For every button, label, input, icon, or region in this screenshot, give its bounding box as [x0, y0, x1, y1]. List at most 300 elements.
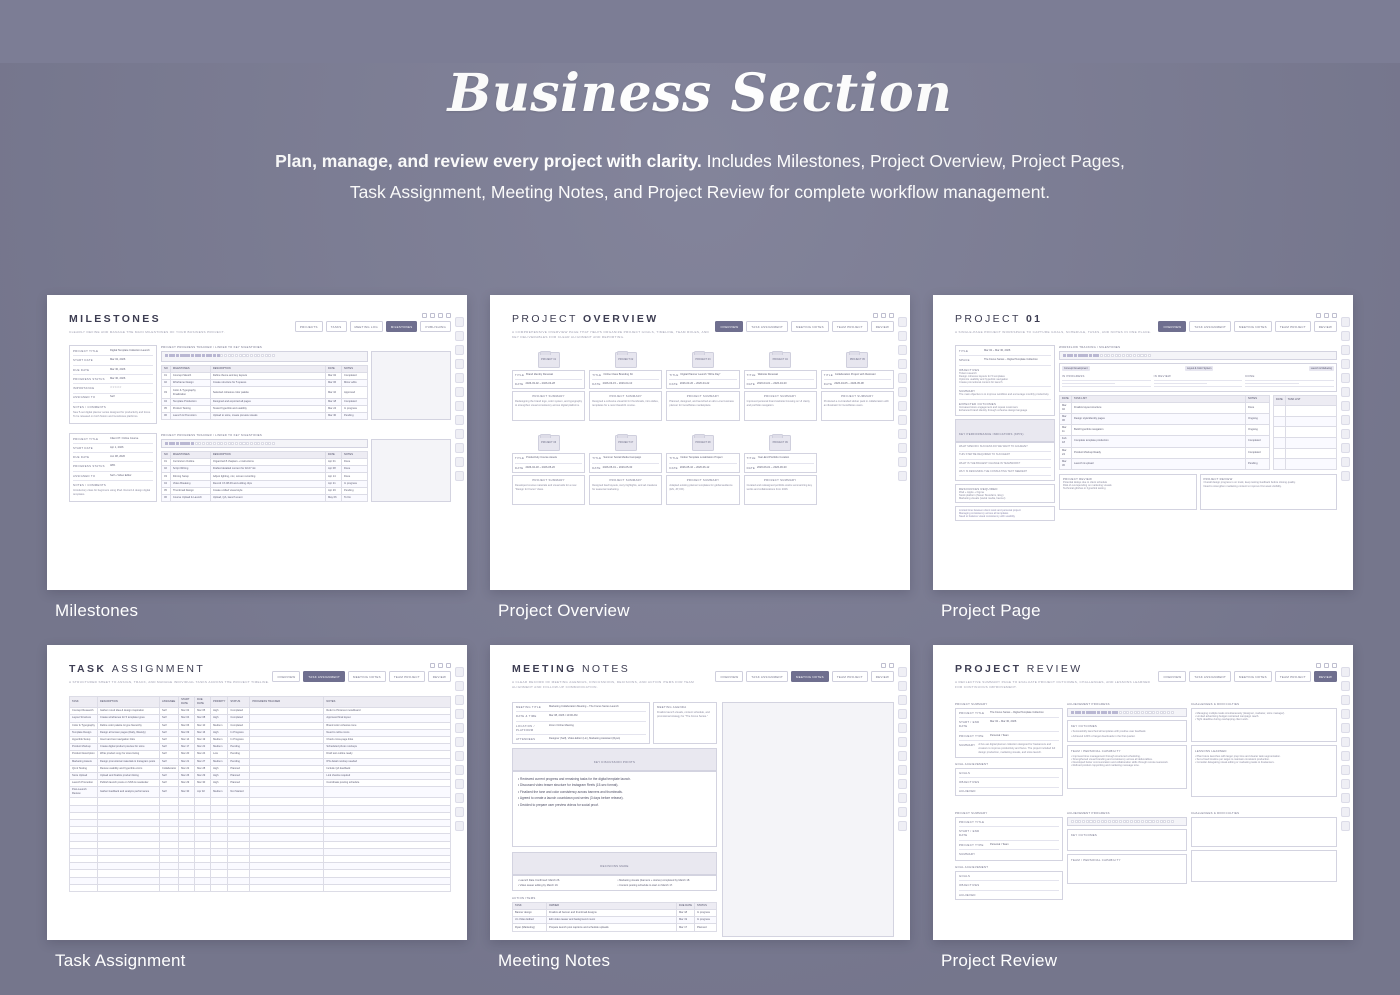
th-due-date: DUE DATE — [195, 697, 211, 708]
label-challenges-2: CHALLENGES & DIFFICULTIES — [1191, 811, 1240, 815]
caption-meeting-notes: Meeting Notes — [498, 951, 611, 970]
milestones-tabs — [295, 321, 451, 332]
task-subtitle: A STRUCTURED SHEET TO ASSIGN, TRACK, AND MANAGE INDIVIDUAL TASKS ACROSS THE PROJECT TIMELINE. — [69, 680, 270, 684]
overview-title — [512, 313, 715, 325]
th-date: DATE — [326, 365, 342, 372]
th-task: TASK LIST — [1072, 395, 1246, 402]
subtitle-bold: Plan, manage, and review every project with clarity. — [275, 151, 702, 171]
review-item: Need to strengthen marketing content to improve first week visibility. — [1203, 484, 1282, 488]
folder-icon — [769, 435, 791, 451]
label-project-summary: PROJECT SUMMARY — [955, 702, 988, 706]
tab-task-assignment[interactable]: TASK ASSIGNMENT — [1189, 671, 1231, 682]
label-summary: PROJECT SUMMARY — [686, 477, 720, 482]
calendar-icon[interactable] — [438, 663, 443, 668]
tab-overview[interactable]: OVERVIEW — [1158, 321, 1186, 332]
meeting-title-bold: MEETING — [512, 663, 582, 675]
table-row: Post-Launch Review Gather feedback and analyze performance Self Mar 30 Apr 02 Medium Not Started — [70, 787, 451, 798]
overview-preview[interactable] — [490, 295, 910, 590]
discussion-item: • Agreed to create a launch countdown post series (3 days before release). — [518, 796, 624, 801]
table-row: Concept Research Gather mood idea & design inspiration Self Mar 02 Mar 05 High Completed Refer to Pinterest moodboard — [70, 708, 451, 715]
tab-task-assignment[interactable]: TASK ASSIGNMENT — [303, 671, 345, 682]
th-notes-b: NOTES — [342, 451, 368, 458]
label-title: TITLE — [515, 456, 525, 461]
table-row: Marketing Assets Design promotional materials & Instagram posts Self Mar 21 Mar 27 Medium Pending IPG detail mockup needed — [70, 758, 451, 765]
value-start-date-b: Apr 1, 2026 — [110, 445, 124, 449]
tab-overview[interactable]: OVERVIEW — [272, 671, 300, 682]
th-date: DATE — [1060, 395, 1072, 402]
challenge-item: • Tight deadline during overlapping client work. — [1195, 718, 1249, 721]
project-number: PROJECT 04 — [772, 358, 788, 361]
label-goal-achievement-2: GOAL ACHIEVEMENT — [955, 865, 989, 869]
discussion-item: • Finalized the tone and color consistency across banners and thumbnails. — [518, 789, 623, 794]
table-header-row — [70, 697, 451, 708]
table-row-empty — [70, 863, 451, 870]
projectpage-title-light: PROJECT — [955, 313, 1026, 325]
value-meeting-title[interactable]: Marketing Collaboration Meeting – The Focus Series Launch — [549, 705, 619, 708]
table-row-empty — [70, 827, 451, 834]
home-icon[interactable] — [430, 663, 435, 668]
label-goals-2[interactable]: GOALS — [959, 874, 971, 878]
tab-review[interactable]: REVIEW — [1314, 321, 1337, 332]
label-summary: PROJECT SUMMARY — [763, 394, 797, 399]
table-row — [1274, 406, 1337, 417]
decisions-list[interactable] — [512, 875, 717, 891]
table-row-empty — [70, 841, 451, 848]
table-row: 04 Video Breaking Record Ch 08-09 and editing clips Apr 21 In progress — [162, 480, 368, 487]
task-preview[interactable] — [47, 645, 467, 940]
th-task: TASK — [513, 902, 547, 909]
tab-review[interactable]: REVIEW — [428, 671, 451, 682]
label-date: DATE — [515, 382, 524, 387]
projectpage-tabs — [1158, 321, 1337, 332]
timeline-title: WORKFLOW TRACKING / MILESTONES — [1059, 345, 1121, 349]
meeting-title — [512, 663, 715, 675]
value-project-type[interactable]: Personal / Team — [990, 733, 1009, 737]
table-row — [1274, 427, 1337, 438]
project-summary[interactable]: Designed feed layouts, story highlights, and ad creatives for seasonal marketing. — [592, 483, 658, 491]
label-achievement-progress-2: ACHIEVEMENT PROGRESS — [1067, 811, 1110, 815]
label-date: DATE — [746, 382, 756, 387]
check-item[interactable]: Limited time between client work and personal project — [959, 509, 1021, 513]
discussion-list[interactable] — [512, 771, 717, 847]
tab-meeting-notes[interactable]: MEETING NOTES — [1234, 321, 1272, 332]
prompt-item[interactable]: WHAT SPECIFIC SUCCESS DO WE WANT TO ACHIEVE? — [959, 445, 1028, 449]
tab-task-assignment[interactable]: TASK ASSIGNMENT — [1189, 321, 1231, 332]
project-card[interactable] — [512, 435, 585, 504]
gear-icon[interactable] — [889, 663, 894, 668]
lesson-item: • Set a fixed timeline per target to maintain consistent production. — [1195, 758, 1270, 761]
milestone-info-panel-b — [69, 433, 157, 503]
col-in-review: IN REVIEW — [1153, 373, 1171, 378]
outcome-item: • Successfully launched all templates with positive user feedback. — [1071, 730, 1147, 734]
capability-item: • Strengthened visual branding and consistency across all deliverables. — [1071, 758, 1153, 762]
label-project-type-2[interactable]: PROJECT TYPE — [959, 842, 984, 847]
folder-icon — [615, 435, 637, 451]
stage-chip[interactable]: Launch & Marketing — [1310, 366, 1332, 370]
calendar-icon[interactable] — [881, 313, 886, 318]
overview-title-light: PROJECT — [512, 313, 583, 325]
project-number: PROJECT 01 — [541, 358, 557, 361]
value-notes[interactable]: New 5-set digital planner series designed for productivity and focus. To be released on both Notion and Goodnotes platforms. — [73, 410, 151, 419]
card-project-page — [933, 295, 1353, 639]
task-title-light: ASSIGNMENT — [111, 663, 206, 675]
card-meeting-notes — [490, 645, 910, 989]
lessons-input-2[interactable] — [1191, 850, 1337, 882]
label-title: TITLE — [746, 373, 756, 377]
label-summary: PROJECT SUMMARY — [763, 477, 797, 482]
tab-projects[interactable]: PROJECTS — [295, 321, 323, 332]
discussion-item: • Reviewed current progress and remaining tasks for the digital template launch. — [518, 776, 631, 781]
folder-icon — [692, 352, 714, 368]
gear-icon[interactable] — [1332, 663, 1337, 668]
table-row: Template Design Design all screen pages (Daily, Weekly) Self Mar 09 Mar 16 High In Progress Need to refine icons — [70, 729, 451, 736]
tab-team-project[interactable]: TEAM PROJECT — [389, 671, 425, 682]
home-icon[interactable] — [881, 663, 886, 668]
label-assigned-b: ASSIGNED TO — [73, 473, 96, 478]
folder-icon — [538, 435, 560, 451]
project-title: Brand Identity Renewal — [526, 373, 553, 376]
project-summary[interactable]: Designed a cohesive visual kit for thumbnails, intro slides, templates for a new Class101 course. — [592, 400, 659, 408]
table-row: 04 Template Production Designed and exported all pages Mar 18 Completed — [162, 398, 368, 405]
value-summary[interactable]: A five-set digital planner collection designed for freelancers and creators to improve productivity and focus. The project included full design production, marketing visuals, and store launch. — [978, 742, 1056, 754]
project-card[interactable] — [744, 352, 817, 421]
tab-meeting-notes[interactable]: MEETING NOTES — [791, 671, 829, 682]
binder-tabs[interactable] — [898, 667, 907, 926]
label-action-items: ACTION ITEMS — [512, 895, 536, 900]
folder-icon — [846, 352, 868, 368]
project-summary[interactable]: Adapted existing planner templates for global audience (EN, JP, KR). — [669, 483, 733, 491]
th-status: STATUS — [228, 697, 250, 708]
grid-icon[interactable] — [438, 313, 443, 318]
calendar-icon[interactable] — [430, 313, 435, 318]
project-summary[interactable]: Developed course materials and visual aids for a new "Design for Focus" class. — [515, 483, 577, 491]
project-date: 2026-03-20 ~ 2026-04-22 — [679, 382, 710, 386]
tab-review[interactable]: REVIEW — [871, 321, 894, 332]
table-row-empty — [70, 798, 451, 805]
label-title: TITLE — [746, 456, 756, 461]
overview-subtitle: A COMPREHENSIVE OVERVIEW PAGE THAT HELPS ORGANIZE PROJECT GOALS, TIMELINE, TEAM ROLES, AND KEY DELIVERABLES FOR CLEAR ALIGNMENT AND REPORTING. — [512, 330, 710, 339]
risk-item: Technical glitches in hyperlink testing — [1063, 486, 1106, 490]
tab-meeting-notes[interactable]: MEETING NOTES — [1234, 671, 1272, 682]
col-done: DONE — [1245, 373, 1255, 378]
project-number: PROJECT 02 — [618, 358, 634, 361]
review-preview[interactable] — [933, 645, 1353, 940]
value-notes-b[interactable]: Introductory class for beginners using iPad. Record & design digital templates. — [73, 488, 151, 497]
home-icon[interactable] — [1316, 313, 1321, 318]
label-objectives-2[interactable]: OBJECTIVES — [959, 883, 980, 888]
meeting-tabs — [715, 671, 894, 682]
value-dates: Mar 02 ~ Mar 30, 2026 — [984, 349, 1011, 352]
table-row: 06 Launch & Promotion Upload to store, create preview visuals Mar 30 Pending — [162, 413, 368, 420]
tab-meeting-log[interactable]: MEETING LOG — [350, 321, 383, 332]
prompt-item[interactable]: WHAT IS THE BIGGEST CHANGE IN TEAMWORK? — [959, 461, 1021, 465]
value-agenda[interactable]: Finalize launch visuals, content schedule, and promotional strategy for "The Focus Series." — [657, 711, 710, 718]
label-due-date-b: DUE DATE — [73, 455, 90, 460]
table-row: Mar 30 Launch & upload Pending — [1060, 458, 1270, 469]
tab-tasks[interactable]: TASKS — [326, 321, 347, 332]
folder-icon — [538, 352, 560, 368]
project-card-empty[interactable] — [821, 435, 894, 504]
project-number: PROJECT 07 — [618, 441, 634, 445]
tab-team-project[interactable]: TEAM PROJECT — [1275, 671, 1311, 682]
binder-tabs[interactable] — [898, 317, 907, 576]
review-item: Overall design progress is on track, keep testing feedback before closing quality. — [1203, 480, 1296, 484]
project-title: Digital Planner Launch "Write Day" — [680, 373, 721, 376]
project-summary[interactable]: Produced a co-branded sticker pack in collaboration with an illustrator for GoodNotes users. — [823, 400, 889, 408]
label-project-title-2[interactable]: PROJECT TITLE — [959, 820, 985, 824]
home-icon[interactable] — [422, 313, 427, 318]
calendar-icon[interactable] — [1324, 663, 1329, 668]
project-card[interactable] — [821, 352, 894, 421]
label-outcomes: EXPECTED OUTCOMES — [959, 402, 997, 407]
label-title: TITLE — [669, 373, 679, 377]
th-description: DESCRIPTION — [210, 365, 325, 372]
binder-tabs[interactable] — [1341, 667, 1350, 926]
table-row-empty — [70, 820, 451, 827]
table-row — [1274, 416, 1337, 427]
label-dates-2[interactable]: START / END DATE — [959, 829, 980, 838]
table-row: Mar 24 Product Mockup Ready Completed — [1060, 447, 1270, 458]
table-row: Store Upload Upload and finalize product listing Self Mar 26 Mar 29 High Planned Link checks required — [70, 772, 451, 779]
caption-project-review: Project Review — [941, 951, 1058, 970]
label-title: TITLE — [515, 373, 525, 377]
gear-icon[interactable] — [1332, 313, 1337, 318]
project-date: 2026-06-01 ~ 2026-06-30 — [757, 465, 787, 469]
challenge-item: • Limited advertising budget restrained campaign reach. — [1195, 715, 1260, 718]
tab-publishing[interactable]: PUBLISHING — [420, 321, 451, 332]
label-date-time: DATE & TIME — [516, 714, 537, 719]
th-milestones: MILESTONES — [170, 365, 210, 372]
th-task-2: TASK LIST — [1285, 395, 1336, 406]
label-key-outcomes-2: KEY OUTCOMES — [1071, 833, 1098, 838]
value-attendees[interactable]: Designer (Self), Video Editor (Lin), Marketing Assistant (Ryan) — [549, 736, 621, 740]
th-date-2: DATE — [1274, 395, 1286, 406]
projectpage-subtitle: A SINGLE-PAGE PROJECT WORKSPACE TO CAPTURE GOALS, SCHEDULE, TASKS, AND NOTES IN ONE PLACE. — [955, 330, 1152, 334]
label-title: TITLE — [823, 373, 833, 377]
tab-task-assignment[interactable]: TASK ASSIGNMENT — [746, 321, 788, 332]
project-card[interactable] — [666, 352, 739, 421]
check-item[interactable]: Managing consistency across all templates — [959, 512, 1009, 516]
table-row: QA & Testing Review usability and hyperlink errors Collaborator Mar 22 Mar 28 High Planned Include QA feedback — [70, 765, 451, 772]
card-grid — [47, 295, 1353, 989]
label-date: DATE — [669, 382, 678, 387]
th-due: DUE DATE — [677, 902, 695, 909]
table-row: Hyperlink Setup Insert and test navigation links Self Mar 14 Mar 19 Medium In Progress Check cross-page links — [70, 736, 451, 743]
prompt-item[interactable]: WHY IS DESIGNING THE CONSULTING TEXT NEEDED? — [959, 469, 1028, 473]
resource-item: iPad + Apple + Figma — [959, 491, 984, 495]
caption-project-page: Project Page — [941, 601, 1041, 620]
card-project-review — [933, 645, 1353, 989]
label-title: TITLE — [592, 456, 602, 461]
value-due-date-b: Jun 08, 2026 — [110, 455, 125, 459]
risk-item: Risk of overspending on marketing visuals — [1063, 483, 1112, 487]
table-row: Ryan (Marketing) Prepare launch post captions and schedule uploads Mar 17 Planned — [513, 924, 717, 931]
label-project-type: PROJECT TYPE — [959, 733, 984, 738]
binder-tabs[interactable] — [455, 667, 464, 926]
label-space: SPACE — [959, 358, 970, 363]
label-attendees: ATTENDEES — [516, 736, 536, 741]
review-title-bold: PROJECT — [955, 663, 1027, 675]
tab-milestones[interactable]: MILESTONES — [386, 321, 418, 332]
risk-title: PROJECT REVIEW — [1063, 476, 1093, 481]
project-summary[interactable]: Planned, designed, and launched an all-in-one business planner for GoodNotes marketplace. — [669, 400, 734, 408]
tab-team-project[interactable]: TEAM PROJECT — [832, 671, 868, 682]
value-space: The Focus Series – Digital Template Collection — [984, 358, 1038, 362]
decision-item: • Video teaser editing by March 19. — [518, 883, 559, 887]
tab-team-project[interactable]: TEAM PROJECT — [1275, 321, 1311, 332]
gear-icon[interactable] — [889, 313, 894, 318]
tab-overview[interactable]: OVERVIEW — [715, 671, 743, 682]
label-capability: TEAM / PERSONAL CAPABILITY — [1071, 749, 1121, 754]
discussion-item: • Decided to prepare user preview videos for social proof. — [518, 802, 599, 807]
label-summary: PROJECT SUMMARY — [609, 477, 643, 482]
th-start-date: START DATE — [179, 697, 195, 708]
label-progress-status: PROGRESS STATUS — [73, 376, 105, 381]
label-achieved-2[interactable]: ACHIEVED — [959, 892, 976, 897]
milestones-table-a — [161, 365, 368, 420]
value-project-type-2[interactable]: Personal / Team — [990, 842, 1009, 846]
value-date-time[interactable]: Mar 08, 2026 / 10:00 AM — [549, 714, 578, 718]
project-summary[interactable]: Improved personal brand website focusing on UI clarity and portfolio navigation. — [746, 400, 810, 408]
check-item[interactable]: Need to balance visual consistency with usability — [959, 515, 1015, 519]
label-decisions: DECISIONS MADE — [600, 864, 629, 869]
project-summary[interactable]: Redesigning the brand logo, color system, and typography to strengthen visual consistency across digital platforms. — [515, 400, 583, 408]
th-no: NO — [162, 365, 171, 372]
th-status: STATUS — [695, 902, 717, 909]
value-location[interactable]: Zoom Online Meeting — [549, 723, 574, 727]
lesson-item: • Consider delegating visual editing or marketing tasks to freelancers. — [1195, 761, 1275, 764]
tab-review[interactable]: REVIEW — [1314, 671, 1337, 682]
label-due-date: DUE DATE — [73, 367, 90, 372]
objective-item: Create promotional content for launch — [959, 380, 1003, 384]
table-row-empty — [70, 877, 451, 884]
th-description: DESCRIPTION — [98, 697, 160, 708]
projectpage-task-table — [1059, 395, 1270, 470]
binder-tabs[interactable] — [455, 317, 464, 576]
table-row: 05 Product Testing Tested hyperlink and usability Mar 24 In progress — [162, 405, 368, 412]
table-row: Launch Promotion Publish launch posts on SNS & newsletter Self Mar 29 Mar 30 High Planned Coordinate posting schedule — [70, 780, 451, 787]
table-row: 03 Filming Setup Adjust lighting, mic, screen recording Apr 14 Done — [162, 473, 368, 480]
table-row-empty — [70, 848, 451, 855]
label-date: DATE — [823, 382, 833, 387]
label-lessons: LESSONS LEARNED — [1195, 749, 1227, 753]
calendar-icon[interactable] — [1324, 313, 1329, 318]
label-dates: START / END DATE — [959, 720, 980, 729]
notes-scratch-area[interactable] — [722, 702, 894, 937]
gear-icon[interactable] — [446, 313, 451, 318]
tracker-title-b: PROJECT PROGRESS TRACKER / LINKED TO KEY MILESTONES — [161, 432, 263, 437]
label-project-summary-2: PROJECT SUMMARY — [955, 811, 988, 815]
home-icon[interactable] — [1316, 663, 1321, 668]
task-tabs — [272, 671, 451, 682]
tab-overview[interactable]: OVERVIEW — [1158, 671, 1186, 682]
value-project-title[interactable]: The Focus Series – Digital Template Collection — [990, 711, 1044, 714]
tracker-bar-a — [161, 351, 368, 362]
table-row-empty — [70, 805, 451, 812]
prompt-item[interactable]: THIS STEP BE REQUIRED TO SUCCEED? — [959, 453, 1011, 457]
value-importance[interactable]: ☆☆☆☆☆ — [110, 386, 122, 390]
label-objectives: OBJECTIVES — [959, 367, 980, 372]
folder-icon — [692, 435, 714, 451]
tab-meeting-notes[interactable]: MEETING NOTES — [348, 671, 386, 682]
table-row: Mar 02 Finalize layout structure Done — [1060, 402, 1270, 413]
label-date: DATE — [515, 465, 524, 470]
label-goal-achievement: GOAL ACHIEVEMENT — [955, 761, 989, 766]
label-achievement-progress: ACHIEVEMENT PROGRESS — [1067, 702, 1110, 706]
projectpage-preview[interactable] — [933, 295, 1353, 590]
th-task: TASK — [70, 697, 98, 708]
project-number: PROJECT 03 — [695, 358, 711, 361]
milestones-preview[interactable] — [47, 295, 467, 590]
value-dates[interactable]: Mar 02 ~ Mar 30, 2026 — [990, 720, 1017, 724]
notes-area-b[interactable] — [371, 439, 451, 503]
meeting-preview[interactable] — [490, 645, 910, 940]
page-title: Business Section — [447, 63, 953, 124]
label-summary: PROJECT SUMMARY — [609, 394, 643, 399]
label-summary-2[interactable]: SUMMARY — [959, 851, 976, 856]
binder-tabs[interactable] — [1341, 317, 1350, 576]
label-summary: SUMMARY — [959, 388, 976, 393]
project-card[interactable] — [744, 435, 817, 504]
project-card[interactable] — [666, 435, 739, 504]
th-desc-b: DESCRIPTION — [210, 451, 325, 458]
th-notes: NOTES — [1246, 395, 1270, 402]
outcome-item: • Achieved 120% of target downloads in the first quarter. — [1071, 735, 1136, 739]
page-subtitle — [190, 146, 1210, 208]
value-project-title-b: Client 07: Online Course — [110, 436, 139, 440]
table-row-empty — [70, 812, 451, 819]
label-summary: PROJECT SUMMARY — [532, 394, 565, 399]
notes-area-a[interactable] — [371, 351, 451, 420]
table-row: Product Mockup Create digital product preview for store Self Mar 17 Mar 22 Medium Pending Scheduled photo mockups — [70, 744, 451, 751]
project-summary[interactable]: Curated and redesigned portfolio works summarizing key works and collaborations from 2026. — [746, 483, 813, 491]
milestones-title: MILESTONES — [69, 313, 162, 325]
tab-meeting-notes[interactable]: MEETING NOTES — [791, 321, 829, 332]
value-assigned-to: Self — [110, 395, 115, 399]
project-number: PROJECT 09 — [772, 441, 788, 445]
th-date-b: DATE — [326, 451, 342, 458]
stage-chip[interactable]: Layout & Color System — [1186, 366, 1212, 370]
label-title: TITLE — [592, 373, 602, 377]
table-row — [1274, 448, 1337, 459]
tab-team-project[interactable]: TEAM PROJECT — [832, 321, 868, 332]
th-assignee: ASSIGNEE — [160, 697, 179, 708]
tab-review[interactable]: REVIEW — [871, 671, 894, 682]
caption-project-overview: Project Overview — [498, 601, 630, 620]
table-row: Banner design Finalize all banner and thumbnail designs Mar 18 In progress — [513, 910, 717, 917]
stage-chip[interactable]: Concept Development — [1064, 366, 1088, 370]
table-row: 02 Script Writing Drafted detailed content for 02-07 idx Apr 08 Done — [162, 466, 368, 473]
gear-icon[interactable] — [446, 663, 451, 668]
project-card[interactable] — [512, 352, 585, 421]
label-date: DATE — [592, 382, 601, 387]
projectpage-task-table-empty[interactable] — [1273, 395, 1337, 470]
label-date: DATE — [592, 465, 601, 470]
home-icon[interactable] — [873, 313, 878, 318]
label-location: LOCATION / PLATFORM — [516, 723, 535, 732]
label-summary: PROJECT SUMMARY — [686, 394, 720, 399]
tab-overview[interactable]: OVERVIEW — [715, 321, 743, 332]
value-project-title: Digital Template Collection Launch — [110, 349, 150, 352]
project-card[interactable] — [589, 435, 662, 504]
challenges-input-2[interactable] — [1191, 817, 1337, 847]
decision-item: • Launch Date Confirmed: March 26. — [518, 878, 561, 882]
table-row — [1274, 459, 1337, 470]
tab-task-assignment[interactable]: TASK ASSIGNMENT — [746, 671, 788, 682]
label-start-date: START DATE — [73, 358, 93, 363]
project-card[interactable] — [589, 352, 662, 421]
value-summary[interactable]: The main objective is to improve workflow and encourage monthly productivity. — [959, 392, 1050, 396]
